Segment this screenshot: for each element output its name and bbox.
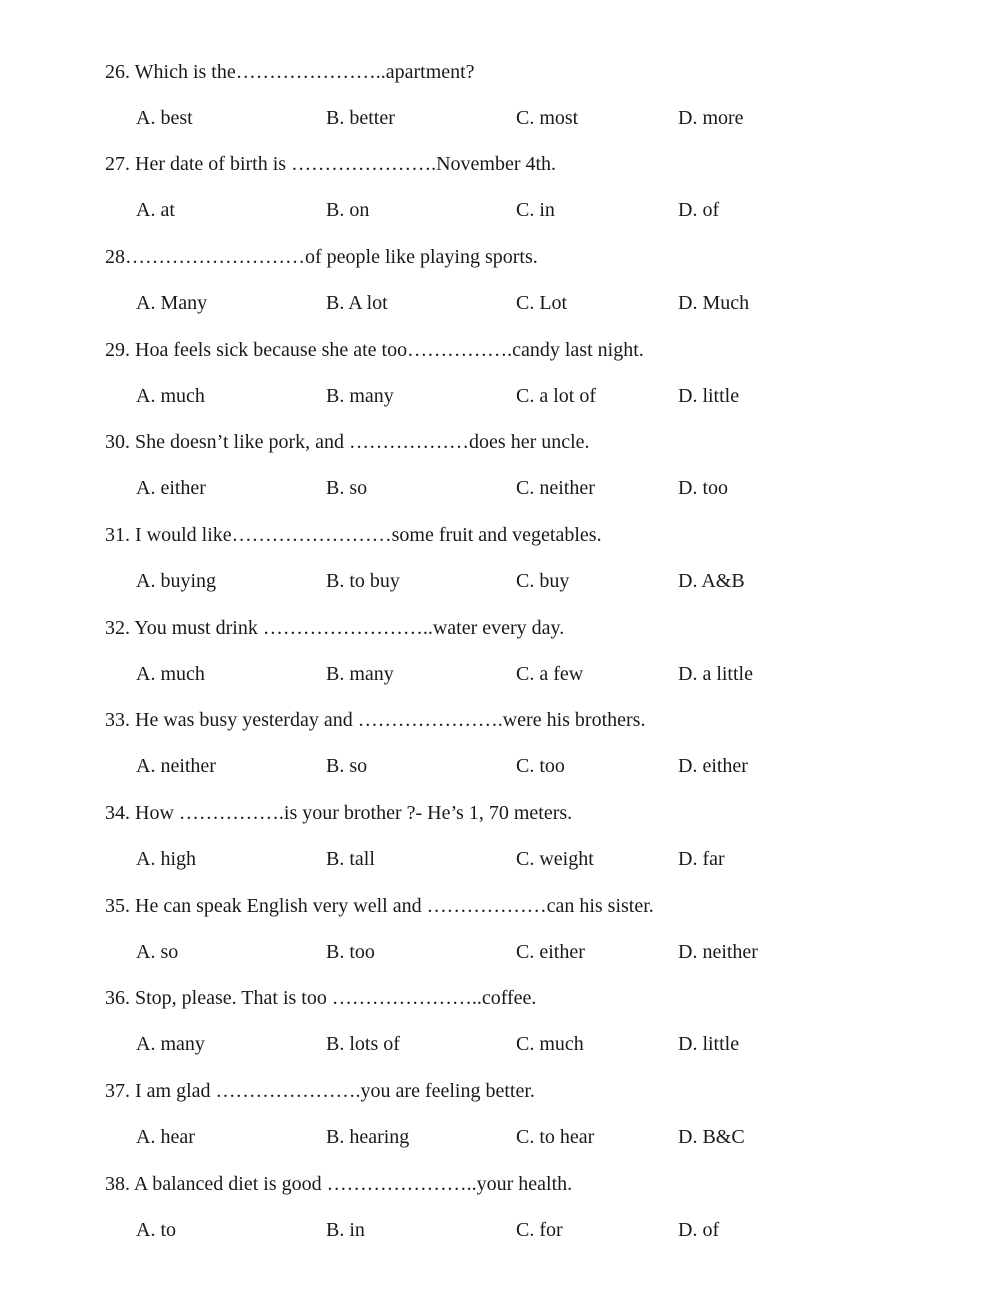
question-text: 36. Stop, please. That is too …………………..coffee. xyxy=(105,987,537,1009)
option-a: A. at xyxy=(136,199,175,221)
option-d: D. B&C xyxy=(678,1126,745,1148)
option-a: A. Many xyxy=(136,292,208,314)
option-a: A. so xyxy=(136,941,179,963)
option-a: A. best xyxy=(136,107,193,129)
option-a: A. neither xyxy=(136,755,216,777)
option-b: B. A lot xyxy=(326,292,388,314)
option-c: C. to hear xyxy=(516,1126,595,1148)
question-text: 28………………………of people like playing sports. xyxy=(105,246,538,268)
option-a: A. much xyxy=(136,385,205,407)
question-text: 30. She doesn’t like pork, and ………………does her uncle. xyxy=(105,431,590,453)
question-text: 34. How …………….is your brother ?- He’s 1, 70 meters. xyxy=(105,802,573,824)
question-26 xyxy=(0,60,1000,153)
option-d: D. either xyxy=(678,755,748,777)
question-text: 35. He can speak English very well and ………………can his sister. xyxy=(105,895,654,917)
question-36 xyxy=(0,986,1000,1079)
option-d: D. too xyxy=(678,477,728,499)
option-c: C. in xyxy=(516,199,555,221)
option-c: C. either xyxy=(516,941,585,963)
question-32 xyxy=(0,616,1000,709)
option-d: D. little xyxy=(678,385,740,407)
option-a: A. either xyxy=(136,477,206,499)
option-b: B. so xyxy=(326,755,368,777)
question-31 xyxy=(0,523,1000,616)
option-b: B. on xyxy=(326,199,370,221)
question-text: 27. Her date of birth is ………………….November 4th. xyxy=(105,153,557,175)
option-d: D. of xyxy=(678,199,720,221)
option-b: B. too xyxy=(326,941,375,963)
option-b: B. tall xyxy=(326,848,375,870)
question-38 xyxy=(0,1172,1000,1265)
option-b: B. to buy xyxy=(326,570,400,592)
option-b: B. better xyxy=(326,107,395,129)
question-text: 33. He was busy yesterday and ………………….were his brothers. xyxy=(105,709,646,731)
option-a: A. hear xyxy=(136,1126,195,1148)
question-text: 31. I would like……………………some fruit and vegetables. xyxy=(105,524,602,546)
option-d: D. a little xyxy=(678,663,753,685)
option-b: B. many xyxy=(326,385,394,407)
option-c: C. buy xyxy=(516,570,570,592)
option-d: D. A&B xyxy=(678,570,745,592)
question-29 xyxy=(0,338,1000,431)
option-d: D. little xyxy=(678,1033,740,1055)
option-c: C. much xyxy=(516,1033,584,1055)
option-b: B. many xyxy=(326,663,394,685)
question-34 xyxy=(0,801,1000,894)
option-b: B. lots of xyxy=(326,1033,400,1055)
option-d: D. neither xyxy=(678,941,758,963)
question-text: 32. You must drink ……………………..water every day. xyxy=(105,617,565,639)
question-30 xyxy=(0,430,1000,523)
question-27 xyxy=(0,152,1000,245)
question-text: 38. A balanced diet is good …………………..your health. xyxy=(105,1173,573,1195)
option-c: C. for xyxy=(516,1219,563,1241)
option-d: D. more xyxy=(678,107,744,129)
option-a: A. many xyxy=(136,1033,205,1055)
question-text: 29. Hoa feels sick because she ate too…………….candy last night. xyxy=(105,339,644,361)
option-d: D. of xyxy=(678,1219,720,1241)
option-c: C. most xyxy=(516,107,579,129)
option-c: C. a lot of xyxy=(516,385,596,407)
option-b: B. so xyxy=(326,477,368,499)
option-b: B. in xyxy=(326,1219,365,1241)
option-a: A. to xyxy=(136,1219,176,1241)
option-a: A. buying xyxy=(136,570,216,592)
question-37 xyxy=(0,1079,1000,1172)
option-d: D. far xyxy=(678,848,725,870)
option-a: A. high xyxy=(136,848,196,870)
option-c: C. Lot xyxy=(516,292,568,314)
option-c: C. too xyxy=(516,755,565,777)
option-c: C. neither xyxy=(516,477,595,499)
option-b: B. hearing xyxy=(326,1126,410,1148)
option-d: D. Much xyxy=(678,292,750,314)
question-35 xyxy=(0,894,1000,987)
question-text: 37. I am glad ………………….you are feeling better. xyxy=(105,1080,535,1102)
question-33 xyxy=(0,708,1000,801)
question-text: 26. Which is the…………………..apartment? xyxy=(105,61,475,83)
option-c: C. weight xyxy=(516,848,594,870)
option-a: A. much xyxy=(136,663,205,685)
option-c: C. a few xyxy=(516,663,584,685)
question-28 xyxy=(0,245,1000,338)
